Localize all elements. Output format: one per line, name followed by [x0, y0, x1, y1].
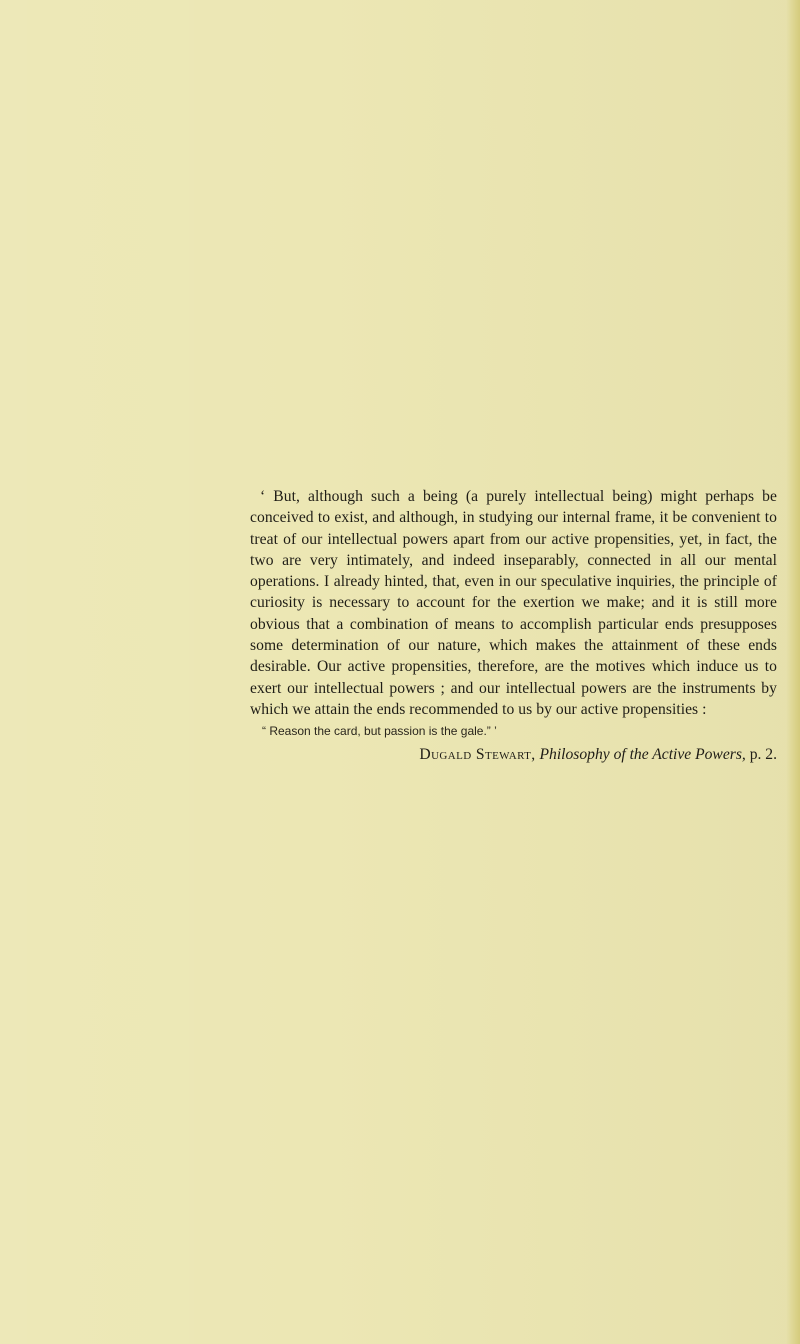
page-edge-shadow	[786, 0, 800, 1344]
attribution-work-title: Philosophy of the Active Powers,	[539, 746, 746, 764]
attribution-page-reference: p. 2.	[749, 746, 777, 764]
epigraph-quotation: “ Reason the card, but passion is the gale.” ’	[262, 724, 497, 739]
epigraph-block	[250, 486, 777, 765]
epigraph-paragraph: ‘ But, although such a being (a purely intellectual being) might perhaps be conceived to exist, and although, in studying our internal frame, it be convenient to treat of our intellectual powers apart from our active propensities, yet, in fact, the two are very intimately, and indeed inseparably, connected in all our mental operations. I already hinted, that, even in our speculative inquiries, the principle of curiosity is necessary to account for the exertion we make; and it is still more obvious that a combination of means to accomplish particular ends presupposes some determination of our nature, which makes the attainment of these ends desirable. Our active propensities, therefore, are the motives which induce us to exert our intellectual powers ; and our intellectual powers are the instruments by which we attain the ends recommended to us by our active propensities :	[250, 488, 777, 718]
attribution-author: Dugald Stewart,	[419, 746, 536, 764]
epigraph-attribution	[250, 744, 777, 765]
